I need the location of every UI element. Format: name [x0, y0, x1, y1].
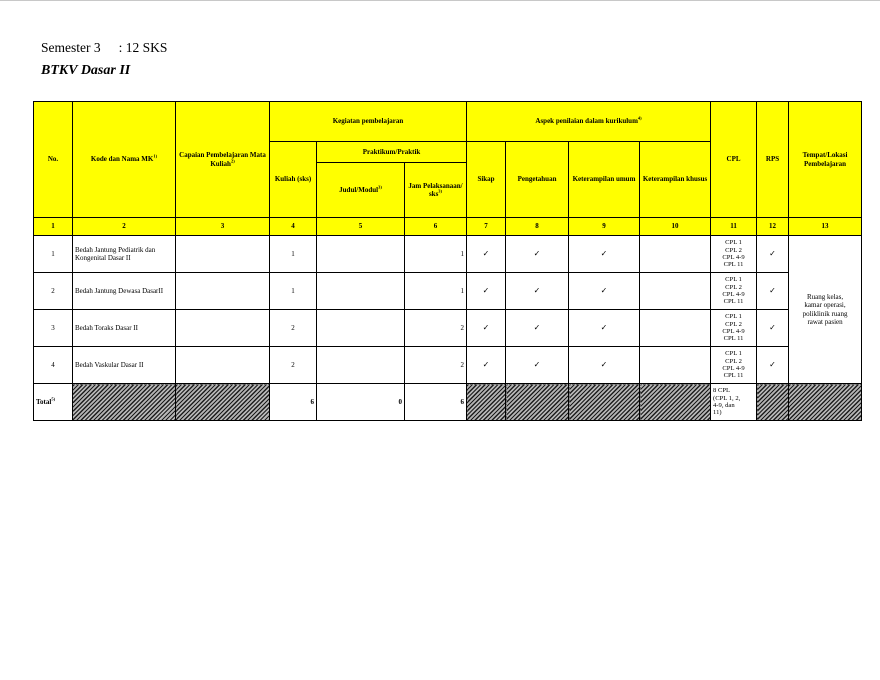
col-number: 12 — [757, 218, 789, 236]
table-row — [34, 273, 862, 310]
total-cpl-line: (CPL 1, 2, — [713, 394, 741, 402]
cpl-line: CPL 4-9 — [722, 254, 745, 261]
cpl-line: CPL 2 — [725, 357, 742, 365]
col-number: 7 — [467, 218, 506, 236]
header-kode-sup: 1) — [153, 154, 158, 160]
cpl-line: CPL 4-9 — [722, 328, 745, 335]
row-rps-check: ✓ — [757, 310, 789, 347]
header-kode — [73, 102, 176, 218]
row-ket-umum-check: ✓ — [569, 273, 640, 310]
total-row — [34, 384, 862, 421]
row-sikap-check: ✓ — [467, 273, 506, 310]
row-capaian — [176, 347, 270, 384]
location-line: rawat pasien — [807, 317, 843, 326]
row-cpl — [711, 347, 757, 384]
row-pengetahuan-check: ✓ — [506, 310, 569, 347]
header-capaian — [176, 102, 270, 218]
hatched-cell — [467, 384, 506, 421]
header-aspek-text: Aspek penilaian dalam kurikulum — [535, 117, 638, 126]
cpl-line: CPL 11 — [723, 335, 744, 343]
row-ket-umum-check: ✓ — [569, 347, 640, 384]
location-line: kamar operasi, — [804, 301, 846, 310]
header-judul-sup: 3) — [378, 184, 382, 190]
header-capaian-text: Capaian Pembelajaran Mata Kuliah — [179, 151, 266, 168]
col-number: 6 — [405, 218, 467, 236]
row-ket-umum-check: ✓ — [569, 310, 640, 347]
cpl-line: CPL 4-9 — [722, 291, 745, 298]
cpl-line: CPL 2 — [725, 320, 742, 328]
row-rps-check: ✓ — [757, 273, 789, 310]
col-number: 1 — [34, 218, 73, 236]
row-sikap-check: ✓ — [467, 310, 506, 347]
cpl-line: CPL 2 — [725, 246, 742, 254]
table-row — [34, 310, 862, 347]
col-number: 5 — [317, 218, 405, 236]
cpl-line: CPL 1 — [725, 350, 742, 358]
header-capaian-sup: 2) — [230, 158, 235, 164]
total-label — [34, 384, 73, 421]
hatched-cell — [640, 384, 711, 421]
header-ket-khusus: Keterampilan khusus — [640, 142, 711, 218]
row-capaian — [176, 273, 270, 310]
location-line: Ruang kelas, — [806, 293, 844, 301]
total-cpl — [711, 384, 757, 421]
curriculum-table — [33, 101, 862, 421]
row-judul — [317, 273, 405, 310]
total-kuliah: 6 — [270, 384, 317, 421]
total-cpl-line: 8 CPL — [713, 387, 731, 395]
col-number: 9 — [569, 218, 640, 236]
row-jam: 2 — [405, 310, 467, 347]
header-tempat: Tempat/Lokasi Pembelajaran — [789, 102, 862, 218]
row-ket-khusus — [640, 347, 711, 384]
row-course-name: Bedah Toraks Dasar II — [73, 310, 176, 347]
col-number: 10 — [640, 218, 711, 236]
hatched-cell — [569, 384, 640, 421]
row-cpl — [711, 310, 757, 347]
table-row — [34, 347, 862, 384]
hatched-cell — [506, 384, 569, 421]
location-cell — [789, 236, 862, 384]
row-ket-khusus — [640, 236, 711, 273]
row-judul — [317, 310, 405, 347]
row-kuliah: 1 — [270, 236, 317, 273]
cpl-line: CPL 1 — [725, 313, 742, 321]
header-rps: RPS — [757, 102, 789, 218]
header-kegiatan: Kegiatan pembelajaran — [270, 102, 467, 142]
row-sikap-check: ✓ — [467, 236, 506, 273]
course-group-title: BTKV Dasar II — [41, 63, 131, 78]
row-judul — [317, 236, 405, 273]
row-sikap-check: ✓ — [467, 347, 506, 384]
col-number: 13 — [789, 218, 862, 236]
header-sikap: Sikap — [467, 142, 506, 218]
header-pengetahuan: Pengetahuan — [506, 142, 569, 218]
row-kuliah: 2 — [270, 310, 317, 347]
row-no: 4 — [34, 347, 73, 384]
col-number: 3 — [176, 218, 270, 236]
table-row — [34, 236, 862, 273]
row-ket-khusus — [640, 273, 711, 310]
location-line: poliklinik ruang — [802, 309, 848, 318]
row-kuliah: 2 — [270, 347, 317, 384]
row-judul — [317, 347, 405, 384]
row-cpl — [711, 236, 757, 273]
row-jam: 1 — [405, 273, 467, 310]
header-jam-text: Jam Pelaksanaan/ sks — [408, 181, 463, 198]
col-number: 2 — [73, 218, 176, 236]
row-pengetahuan-check: ✓ — [506, 347, 569, 384]
col-number: 11 — [711, 218, 757, 236]
cpl-line: CPL 1 — [725, 239, 742, 247]
header-judul — [317, 163, 405, 218]
header-kode-text: Kode dan Nama MK — [90, 155, 154, 164]
row-capaian — [176, 236, 270, 273]
row-kuliah: 1 — [270, 273, 317, 310]
semester-value: : 12 SKS — [118, 40, 168, 55]
row-ket-umum-check: ✓ — [569, 236, 640, 273]
row-course-name: Bedah Vaskular Dasar II — [73, 347, 176, 384]
semester-label: Semester 3 — [41, 40, 101, 55]
cpl-line: CPL 4-9 — [722, 365, 745, 372]
row-jam: 1 — [405, 236, 467, 273]
row-no: 3 — [34, 310, 73, 347]
cpl-line: CPL 2 — [725, 283, 742, 291]
header-ket-umum: Keterampilan umum — [569, 142, 640, 218]
col-number: 4 — [270, 218, 317, 236]
header-jam-sup: 3) — [438, 188, 443, 194]
row-no: 1 — [34, 236, 73, 273]
cpl-line: CPL 11 — [723, 298, 744, 306]
hatched-cell — [176, 384, 270, 421]
cpl-line: CPL 11 — [723, 372, 744, 380]
cpl-line: CPL 1 — [725, 276, 742, 284]
total-judul: 0 — [317, 384, 405, 421]
header-no: No. — [34, 102, 73, 218]
header-aspek-sup: 4) — [637, 116, 642, 122]
semester-line — [41, 40, 167, 56]
header-aspek — [467, 102, 711, 142]
header-kuliah: Kuliah (sks) — [270, 142, 317, 218]
row-pengetahuan-check: ✓ — [506, 273, 569, 310]
header-judul-text: Judul/Modul — [339, 185, 379, 194]
top-divider — [0, 0, 880, 1]
row-rps-check: ✓ — [757, 347, 789, 384]
row-course-name: Bedah Jantung Dewasa DasarII — [73, 273, 176, 310]
row-capaian — [176, 310, 270, 347]
row-ket-khusus — [640, 310, 711, 347]
header-praktikum: Praktikum/Praktik — [317, 142, 467, 163]
row-rps-check: ✓ — [757, 236, 789, 273]
header-jam — [405, 163, 467, 218]
total-cpl-line: 11) — [713, 409, 722, 417]
total-cpl-line: 4-9, dan — [713, 402, 735, 409]
row-jam: 2 — [405, 347, 467, 384]
header-cpl: CPL — [711, 102, 757, 218]
row-course-name: Bedah Jantung Pediatrik dan Kongenital Dasar II — [73, 236, 176, 273]
col-number: 8 — [506, 218, 569, 236]
row-no: 2 — [34, 273, 73, 310]
hatched-cell — [789, 384, 862, 421]
total-label-sup: 5) — [51, 396, 56, 402]
total-label-text: Total — [36, 397, 52, 406]
cpl-line: CPL 11 — [723, 261, 744, 269]
hatched-cell — [757, 384, 789, 421]
hatched-cell — [73, 384, 176, 421]
row-pengetahuan-check: ✓ — [506, 236, 569, 273]
row-cpl — [711, 273, 757, 310]
total-jam: 6 — [405, 384, 467, 421]
